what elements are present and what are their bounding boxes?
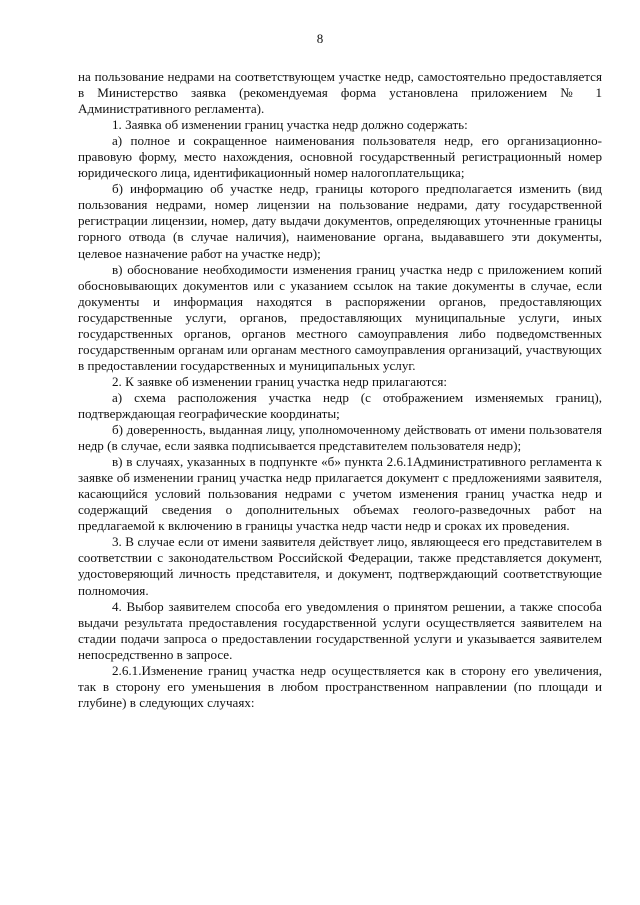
paragraph-section-2-6-1: 2.6.1.Изменение границ участка недр осуществляется как в сторону его увеличения, так в сторону его уменьшения в любом пространственном направлении (по площади и глубине) в следующих случаях:: [78, 662, 602, 710]
paragraph-item-2: 2. К заявке об изменении границ участка недр прилагаются:: [112, 373, 448, 389]
paragraph-continuation: на пользование недрами на соответствующем участке недр, самостоятельно предоставляется в Министерство заявка (рекомендуемая форма установлена приложением № 1 Административного регламента).: [78, 69, 602, 117]
paragraph-item-1: 1. Заявка об изменении границ участка недр должно содержать:: [112, 117, 468, 133]
paragraph-item-4: 4. Выбор заявителем способа его уведомления о принятом решении, а также способа выдачи результата предоставления государственной услуги осуществляется заявителем на стадии подачи запроса о предоставлении государственной услуги и указывается заявителем непосредственно в запросе.: [78, 598, 602, 662]
paragraph-item-2c: в) в случаях, указанных в подпункте «б» пункта 2.6.1Административного регламента к заявке об изменении границ участка недр прилагается документ с предложениями заявителя, касающийся условий пользования недрами с учетом изменения границ участка недр и содержащий сведения о дополнительных объемах геолого-разведочных работ на предлагаемой к включению в границы участка недр части недр и сроках их проведения.: [78, 454, 602, 534]
paragraph-item-1a: а) полное и сокращенное наименования пользователя недр, его организационно-правовую форму, место нахождения, основной государственный регистрационный номер юридического лица, идентификационный номер налогоплательщика;: [78, 133, 602, 181]
paragraph-item-1c: в) обоснование необходимости изменения границ участка недр с приложением копий обосновывающих документов или с указанием ссылок на такие документы в случае, если документы и информация находятся в распоряжении органов, предоставляющих государственные услуги, органов, предоставляющих муниципальные услуги, иных государственных органов, органов местного самоуправления либо подведомственных государственным органам или органам местного самоуправления организаций, участвующих в предоставлении государственных и муниципальных услуг.: [78, 261, 602, 373]
paragraph-item-1b: б) информацию об участке недр, границы которого предполагается изменить (вид пользования недрами, номер лицензии на пользование недрами, дату государственной регистрации лицензии, номер, дату выдачи документов, определяющих уточненные границы горного отвода (в случае наличия), наименование органа, выдававшего эти документы, целевое назначение работ на участке недр);: [78, 181, 602, 261]
paragraph-item-3: 3. В случае если от имени заявителя действует лицо, являющееся его представителем в соответствии с законодательством Российской Федерации, также представляется документ, удостоверяющий личность представителя, и документ, подтверждающий соответствующие полномочия.: [78, 534, 602, 598]
page-number: 8: [316, 31, 324, 46]
body-text: [78, 69, 602, 711]
paragraph-item-2a: а) схема расположения участка недр (с отображением изменяемых границ), подтверждающая географические координаты;: [78, 389, 602, 421]
paragraph-item-2b: б) доверенность, выданная лицу, уполномоченному действовать от имени пользователя недр (в случае, если заявка подписывается представителем пользователя недр);: [78, 422, 602, 454]
